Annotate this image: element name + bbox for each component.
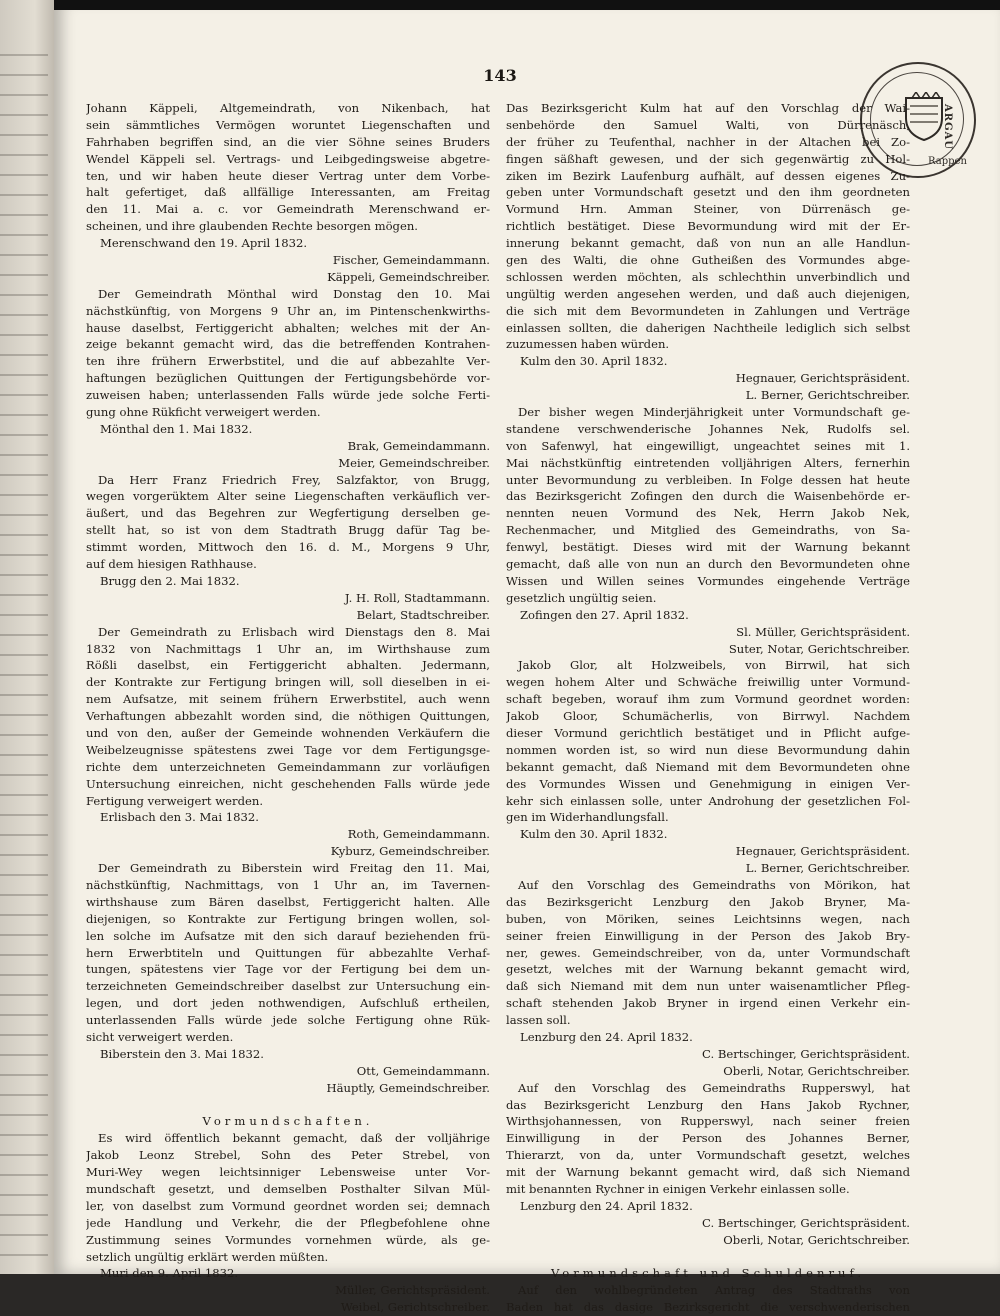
left-column-line: Untersuchung einreichen, nicht geschehenden Falls würde jede: [86, 776, 490, 791]
left-column-line: tungen, spätestens vier Tage vor der Fertigung bei dem un-: [86, 962, 490, 977]
left-column-line: Fertigung verweigert werden.: [86, 793, 264, 808]
right-column-line: richtlich bestätiget. Diese Bevormundung wird mit der Er-: [506, 219, 910, 234]
right-column-line: Der bisher wegen Minderjährigkeit unter Vormundschaft ge-: [518, 405, 910, 420]
left-column-line: Brugg den 2. Mai 1832.: [100, 573, 240, 588]
right-column-line: Zofingen den 27. April 1832.: [520, 607, 689, 622]
right-column-line: einlassen sollten, die daherigen Nachtheile lediglich sich selbst: [506, 320, 910, 335]
left-column-line: Weibelzeugnisse spätestens zwei Tage vor dem Fertigungsge-: [86, 742, 490, 757]
right-column-line: buben, von Möriken, seines Leichtsinns wegen, nach: [506, 911, 910, 926]
left-column-line: Jakob Leonz Strebel, Sohn des Peter Strebel, von: [86, 1148, 490, 1163]
left-column-line: Rößli daselbst, ein Fertiggericht abhalten. Jedermann,: [86, 658, 490, 673]
left-column-line: auf dem hiesigen Rathhause.: [86, 557, 257, 572]
stamp-value-label: Rappen: [928, 156, 967, 167]
left-column-line: sicht verweigert werden.: [86, 1029, 234, 1044]
right-column-line: schlossen werden möchten, als schlechthin unverbindlich und: [506, 269, 910, 284]
right-column-line: C. Bertschinger, Gerichtspräsident.: [702, 1046, 910, 1061]
right-column-line: der früher zu Teufenthal, nachher in der Altachen bei Zo-: [506, 134, 910, 149]
left-column-line: wirthshause zum Bären daselbst, Fertiggericht halten. Alle: [86, 894, 490, 909]
left-column-line: Ott, Gemeindammann.: [356, 1063, 490, 1078]
left-column-line: nächstkünftig, von Morgens 9 Uhr an, im Pintenschenkwirths-: [86, 303, 490, 318]
right-column-line: seiner freien Einwilligung in der Person des Jakob Bry-: [506, 928, 910, 943]
left-column-line: stellt hat, so ist von dem Stadtrath Brugg dafür Tag be-: [86, 523, 490, 538]
right-column-line: L. Berner, Gerichtschreiber.: [745, 388, 910, 403]
right-column-line: bekannt gemacht, daß Niemand mit dem Bevormundeten ohne: [506, 759, 910, 774]
left-column-line: 1832 von Nachmittags 1 Uhr an, im Wirthshause zum: [86, 641, 490, 656]
left-column-line: Roth, Gemeindammann.: [347, 827, 490, 842]
left-column-line: hause daselbst, Fertiggericht abhalten; welches mit der An-: [86, 320, 490, 335]
left-column-line: mundschaft gesetzt, und demselben Posthalter Silvan Mül-: [86, 1182, 490, 1196]
left-column-line: Wendel Käppeli sel. Vertrags- und Leibgedingsweise abgetre-: [86, 151, 490, 166]
left-column-line: Meier, Gemeindschreiber.: [338, 455, 490, 470]
right-column-line: von Safenwyl, hat eingewilligt, ungeachtet seines mit 1.: [506, 438, 910, 453]
right-column-line: nommen worden ist, so wird nun diese Bevormundung dahin: [506, 742, 910, 757]
left-column-line: Erlisbach den 3. Mai 1832.: [100, 810, 259, 825]
right-column-line: senbehörde den Samuel Walti, von Dürrenäsch,: [506, 117, 910, 132]
right-column-line: gesetzt, welches mit der Warnung bekannt gemacht wird,: [506, 962, 910, 977]
right-column-line: Oberli, Notar, Gerichtschreiber.: [723, 1232, 910, 1247]
right-column-line: das Bezirksgericht Lenzburg den Jakob Bryner, Ma-: [506, 894, 910, 909]
left-column-line: nem Aufsatze, mit seinem frühern Erwerbstitel, auch wenn: [86, 692, 490, 707]
left-column-line: Merenschwand den 19. April 1832.: [100, 236, 308, 251]
left-column-line: legen, und dort jeden nothwendigen, Aufschluß ertheilen,: [86, 996, 490, 1011]
right-column-line: Jakob Glor, alt Holzweibels, von Birrwil, hat sich: [518, 658, 910, 673]
right-column-line: Hegnauer, Gerichtspräsident.: [735, 371, 910, 386]
left-column-line: stimmt worden, Mittwoch den 16. d. M., Morgens 9 Uhr,: [86, 540, 490, 555]
left-column-line: richte dem unterzeichneten Gemeindammann zur vorläufigen: [86, 759, 490, 774]
left-column-line: [86, 1097, 490, 1114]
right-column-line: die sich mit dem Bevormundeten in Zahlungen und Verträge: [506, 303, 910, 318]
right-column-line: Baden hat das dasige Bezirksgericht die verschwenderischen: [506, 1300, 910, 1315]
right-column-line: Wissen und Willen seines Vormundes eingehende Verträge: [506, 573, 910, 588]
right-column-line: fenwyl, bestätigt. Dieses wird mit der Warnung bekannt: [506, 540, 910, 555]
left-column-line: Muri-Wey wegen leichtsinniger Lebensweise unter Vor-: [86, 1165, 490, 1180]
left-column-line: diejenigen, so Kontrakte zur Fertigung bringen wollen, sol-: [86, 911, 490, 926]
left-column-line: Johann Käppeli, Altgemeindrath, von Nikenbach, hat: [86, 101, 490, 115]
left-column-line: Kyburz, Gemeindschreiber.: [330, 844, 490, 859]
right-column-line: nennten neuen Vormund des Nek, Herrn Jakob Nek,: [506, 506, 910, 521]
right-column-line: schaft begeben, worauf ihm zum Vormund geordnet worden:: [506, 692, 910, 707]
right-column-line: Thierarzt, von da, unter Vormundschaft gesetzt, welches: [506, 1148, 910, 1163]
left-column-line: Der Gemeindrath Mönthal wird Donstag den 10. Mai: [98, 286, 490, 301]
left-column-line: Zustimmung seines Vormundes vornehmen würde, als ge-: [86, 1232, 490, 1247]
left-column-line: Häuptly, Gemeindschreiber.: [326, 1080, 490, 1095]
right-column-line: zuzumessen haben würden.: [506, 337, 670, 352]
right-column-line: Vormundschaft und Schuldenruf.: [550, 1266, 866, 1281]
left-column-line: zuweisen haben; unterlassenden Falls würde jede solche Ferti-: [86, 388, 490, 403]
left-column-line: terzeichneten Gemeindschreiber daselbst zur Untersuchung ein-: [86, 979, 490, 994]
left-text-column: [86, 100, 490, 1316]
left-column-line: sein sämmtliches Vermögen woruntet Liegenschaften und: [86, 117, 490, 132]
right-column-line: Kulm den 30. April 1832.: [520, 827, 668, 842]
right-column-line: innerung bekannt gemacht, daß von nun an alle Handlun-: [506, 236, 910, 251]
right-column-line: gen des Walti, die ohne Gutheißen des Vormundes abge-: [506, 253, 910, 268]
page-number: 143: [483, 66, 517, 85]
right-column-line: lassen soll.: [506, 1013, 571, 1028]
left-column-line: und von den, außer der Gemeinde wohnenden Verkäufern die: [86, 725, 490, 740]
left-column-line: Es wird öffentlich bekannt gemacht, daß der volljährige: [98, 1131, 490, 1146]
left-column-line: scheinen, und ihre glaubenden Rechte besorgen mögen.: [86, 219, 418, 234]
right-column-line: gemacht, daß alle von nun an durch den Bevormundeten ohne: [506, 557, 910, 572]
right-text-column: [506, 100, 910, 1316]
right-column-line: Einwilligung in der Person des Johannes Berner,: [506, 1131, 910, 1146]
right-column-line: gesetzlich ungültig seien.: [506, 590, 657, 605]
left-column-line: Belart, Stadtschreiber.: [356, 607, 490, 622]
left-column-line: ler, von daselbst zum Vormund geordnet worden sei; demnach: [86, 1198, 490, 1213]
left-column-line: Brak, Gemeindammann.: [347, 438, 490, 453]
left-column-line: Weibel, Gerichtschreiber.: [340, 1300, 490, 1315]
right-column-line: mit benannten Rychner in einigen Verkehr einlassen solle.: [506, 1182, 850, 1196]
right-column-line: schaft stehenden Jakob Bryner in irgend einen Verkehr ein-: [506, 996, 910, 1011]
left-column-line: gung ohne Rükficht verweigert werden.: [86, 405, 321, 420]
right-column-line: dieser Vormund gerichtlich bestätiget und in Pflicht aufge-: [506, 725, 910, 740]
right-column-line: Suter, Notar, Gerichtschreiber.: [728, 641, 910, 656]
right-column-line: [506, 1249, 910, 1266]
right-column-line: ziken im Bezirk Laufenburg aufhält, auf dessen eigenes Zu-: [506, 168, 910, 183]
left-column-line: Verhaftungen abbezahlt worden sind, die nöthigen Quittungen,: [86, 709, 490, 724]
left-column-line: J. H. Roll, Stadtammann.: [344, 590, 490, 605]
left-column-line: Der Gemeindrath zu Biberstein wird Freitag den 11. Mai,: [98, 861, 490, 876]
left-column-line: Vormundschaften.: [202, 1114, 374, 1129]
left-column-line: ten ihre frühern Erwerbstitel, und die auf abbezahlte Ver-: [86, 354, 490, 369]
right-column-line: Wirthsjohannessen, von Rupperswyl, nach seiner freien: [506, 1114, 910, 1129]
left-column-line: Fischer, Gemeindammann.: [332, 253, 490, 268]
page-top-shadow: [54, 0, 1000, 10]
right-column-line: Auf den Vorschlag des Gemeindraths Rupperswyl, hat: [518, 1080, 910, 1095]
left-column-line: Käppeli, Gemeindschreiber.: [327, 269, 490, 284]
right-column-line: daß sich Niemand mit dem nun unter waisenamtlicher Pfleg-: [506, 979, 910, 994]
right-column-line: Vormund Hrn. Amman Steiner, von Dürrenäsch ge-: [506, 202, 910, 217]
right-column-line: Jakob Gloor, Schumächerlis, von Birrwyl. Nachdem: [506, 709, 910, 724]
right-column-line: Lenzburg den 24. April 1832.: [520, 1198, 693, 1213]
right-column-line: fingen säßhaft gewesen, und der sich gegenwärtig zu Hol-: [506, 151, 910, 166]
left-column-line: Biberstein den 3. Mai 1832.: [100, 1046, 264, 1061]
right-column-line: kehr sich einlassen solle, unter Androhung der gesetzlichen Fol-: [506, 793, 910, 808]
right-column-line: ner, gewes. Gemeindschreiber, von da, unter Vormundschaft: [506, 945, 910, 960]
left-column-line: jede Handlung und Verkehr, die der Pflegbefohlene ohne: [86, 1215, 490, 1230]
right-column-line: des Vormundes Wissen und Genehmigung in einigen Ver-: [506, 776, 910, 791]
right-column-line: L. Berner, Gerichtschreiber.: [745, 861, 910, 876]
right-column-line: wegen hohem Alter und Schwäche freiwillig unter Vormund-: [506, 675, 910, 690]
left-column-line: nächstkünftig, Nachmittags, von 1 Uhr an, im Tavernen-: [86, 877, 490, 892]
right-column-line: das Bezirksgericht Zofingen den durch die Waisenbehörde er-: [506, 489, 910, 504]
left-column-line: äußert, und das Begehren zur Wegfertigung derselben ge-: [86, 506, 490, 521]
previous-page-text-fragment: [0, 40, 48, 1260]
right-column-line: Rechenmacher, und Mitglied des Gemeindraths, von Sa-: [506, 523, 910, 538]
right-column-line: Oberli, Notar, Gerichtschreiber.: [723, 1063, 910, 1078]
right-column-line: C. Bertschinger, Gerichtspräsident.: [702, 1215, 910, 1230]
right-column-line: gen im Widerhandlungsfall.: [506, 810, 669, 825]
right-column-line: das Bezirksgericht Lenzburg den Hans Jakob Rychner,: [506, 1097, 910, 1112]
left-column-line: ten, und wir haben heute dieser Vertrag unter dem Vorbe-: [86, 168, 490, 183]
right-column-line: Lenzburg den 24. April 1832.: [520, 1029, 693, 1044]
right-column-line: standene verschwenderische Johannes Nek, Rudolfs sel.: [506, 421, 910, 436]
left-column-line: halt gefertiget, daß allfällige Interessanten, am Freitag: [86, 185, 490, 200]
right-column-line: mit der Warnung bekannt gemacht wird, daß sich Niemand: [506, 1165, 910, 1180]
right-column-line: ungültig werden angesehen werden, und daß auch diejenigen,: [506, 286, 910, 301]
right-column-line: Das Bezirksgericht Kulm hat auf den Vorschlag der Wai-: [506, 101, 910, 115]
left-column-line: wegen vorgerüktem Alter seine Liegenschaften verkäuflich ver-: [86, 489, 490, 504]
right-column-line: geben unter Vormundschaft gesetzt und den ihm geordneten: [506, 185, 910, 200]
left-column-line: Fahrhaben begriffen sind, an die vier Söhne seines Bruders: [86, 134, 490, 149]
right-column-line: Mai nächstkünftig eintretenden volljährigen Alters, fernerhin: [506, 455, 910, 470]
right-column-line: Auf den Vorschlag des Gemeindraths von Mörikon, hat: [518, 877, 910, 892]
left-column-line: der Kontrakte zur Fertigung bringen will, soll dieselben in ei-: [86, 675, 490, 690]
left-column-line: len solche im Aufsatze mit den sich darauf beziehenden frü-: [86, 928, 490, 943]
left-column-line: Müller, Gerichtspräsident.: [335, 1283, 490, 1298]
left-column-line: Der Gemeindrath zu Erlisbach wird Dienstags den 8. Mai: [98, 624, 490, 639]
right-column-line: Sl. Müller, Gerichtspräsident.: [736, 624, 910, 639]
left-column-line: zeige bekannt gemacht wird, das die betreffenden Kontrahen-: [86, 337, 490, 352]
left-column-line: unterlassenden Falls würde jede solche Fertigung ohne Rük-: [86, 1013, 490, 1028]
previous-page-edge: [0, 0, 58, 1274]
left-column-line: hern Erwerbtiteln und Quittungen für abbezahlte Verhaf-: [86, 945, 490, 960]
left-column-line: den 11. Mai a. c. vor Gemeindrath Merenschwand er-: [86, 202, 490, 217]
stamp-region-label: ARGAU: [942, 104, 953, 151]
left-column-line: Muri den 9. April 1832.: [100, 1266, 239, 1281]
right-column-line: Hegnauer, Gerichtspräsident.: [735, 844, 910, 859]
left-column-line: setzlich ungültig erklärt werden müßten.: [86, 1249, 329, 1264]
right-column-line: Auf den wohlbegründeten Antrag des Stadtraths von: [518, 1283, 910, 1298]
left-column-line: Da Herr Franz Friedrich Frey, Salzfaktor, von Brugg,: [98, 472, 490, 487]
right-column-line: Kulm den 30. April 1832.: [520, 354, 668, 369]
left-column-line: Mönthal den 1. Mai 1832.: [100, 421, 253, 436]
left-column-line: haftungen bezüglichen Quittungen der Fertigungsbehörde vor-: [86, 371, 490, 386]
right-column-line: unter Bevormundung zu verbleiben. In Folge dessen hat heute: [506, 472, 910, 487]
